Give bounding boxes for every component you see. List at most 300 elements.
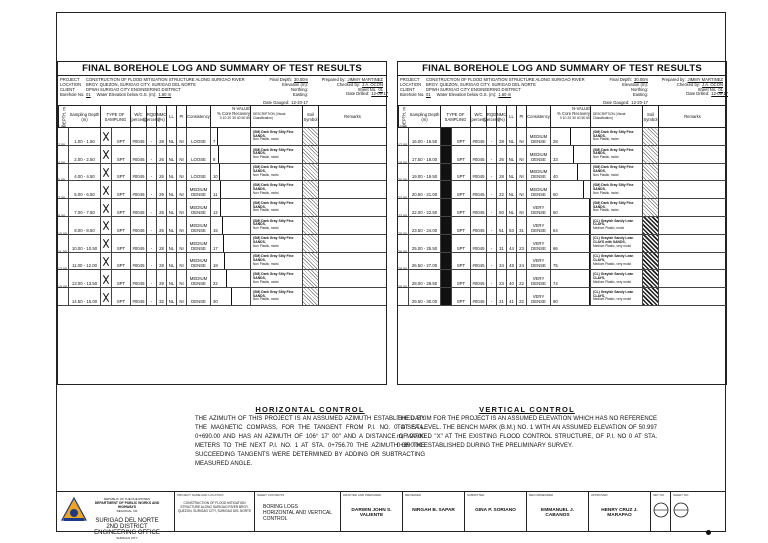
page-mark	[706, 530, 711, 535]
n-value: 66	[553, 245, 558, 251]
water-content: #0045	[471, 181, 487, 198]
info-right-row	[662, 87, 723, 92]
depth-tick-label: 26.00	[398, 249, 407, 254]
remarks-cell	[659, 253, 726, 270]
n-value-bar	[583, 181, 584, 198]
prepared-caption: DRAFTED AND PREPARED	[343, 493, 382, 497]
description-detail: Non Plastic, moist	[253, 172, 279, 177]
sampling-type: SPT	[116, 298, 126, 304]
description-main: (SM) Dark Gray Silty Fine SANDS,	[253, 165, 294, 174]
log-row	[398, 196, 726, 217]
description-detail: Non Plastic, moist	[253, 244, 279, 249]
depth-cell	[398, 285, 409, 305]
info-mid	[269, 77, 308, 97]
description-detail: Medium Plastic, very moist	[593, 279, 631, 284]
sampling-depth: 19.00 - 19.50	[409, 164, 441, 181]
log-row	[58, 196, 386, 217]
rqd-value: -	[147, 253, 157, 270]
ll-value: NL	[167, 164, 177, 181]
ll-value: 48	[507, 253, 517, 270]
log-row	[398, 285, 726, 306]
depth-tick-label: 28.00	[398, 267, 407, 272]
sample-marker-icon	[441, 253, 452, 270]
title-block	[57, 491, 725, 540]
description-main: (CL) Grayish Sandy Lean CLAYS,	[593, 289, 634, 298]
info-mid-label: Final Depth:	[609, 77, 633, 82]
description-cell	[251, 288, 303, 305]
n-value: 30	[213, 298, 218, 304]
header-type: TYPE OF SAMPLING	[441, 106, 471, 127]
consistency: MEDIUM DENSE	[187, 181, 211, 198]
n-value-cell	[551, 288, 591, 305]
water-value: 1.60 m	[158, 92, 172, 97]
header-rem: Remarks	[684, 114, 701, 119]
nmc-value: 22	[497, 181, 507, 198]
consistency: LOOSE	[187, 128, 211, 145]
sheet-contents-1: BORING LOGS	[263, 504, 299, 510]
set-no-block	[651, 492, 671, 531]
header-rqd: RQD (percent)	[147, 106, 157, 127]
consistency: VERY DENSE	[527, 199, 551, 216]
description-detail: Non Plastic, moist	[253, 226, 279, 231]
log-row	[58, 231, 386, 253]
description-cell	[591, 235, 643, 252]
header-desc: DESCRIPTION (Visual Classification)	[251, 106, 303, 127]
reviewed-block	[403, 492, 465, 531]
n-value-bar	[589, 253, 590, 270]
info-right	[662, 77, 723, 92]
sample-marker-icon	[101, 199, 112, 216]
n-value-cell	[551, 128, 591, 145]
info-value: BRGY. QUEZON, SURIGAO CITY, SURIGAO DEL NORTE	[86, 82, 196, 87]
drawing-sheet	[56, 12, 728, 540]
sample-marker-icon	[101, 288, 112, 305]
n-value-bar	[589, 270, 590, 287]
department-name: DEPARTMENT OF PUBLIC WORKS AND HIGHWAYS	[94, 501, 160, 509]
soil-symbol-icon	[303, 288, 319, 305]
agency-block	[57, 492, 175, 540]
header-desc: DESCRIPTION (Visual Classification)	[591, 106, 643, 127]
nmc-value: 50	[497, 199, 507, 216]
description-detail: Non Plastic, moist	[593, 190, 619, 195]
depth-tick-label: 29.00	[398, 285, 407, 290]
description-cell	[591, 146, 643, 163]
sample-marker-icon	[441, 217, 452, 234]
soil-symbol-icon	[643, 146, 659, 163]
info-right-label: Checked by:	[336, 82, 361, 87]
depth-tick-label: 8.00	[58, 213, 65, 218]
description-cell	[591, 288, 643, 305]
sampling-type-cell	[441, 235, 471, 252]
sampling-type: SPT	[116, 209, 126, 215]
description-cell	[251, 217, 303, 234]
description-cell	[251, 146, 303, 163]
n-value: 75	[553, 263, 558, 269]
log-row	[58, 125, 386, 146]
description-cell	[251, 199, 303, 216]
description-detail: Non Plastic, moist	[253, 208, 279, 213]
remarks-cell	[319, 128, 386, 145]
info-right-label: Prepared by:	[661, 77, 686, 82]
water-content: #0045	[471, 146, 487, 163]
sampling-type-cell	[441, 217, 471, 234]
pi-value: NI	[177, 253, 187, 270]
n-value: 17	[213, 245, 218, 251]
nmc-value: 28	[157, 128, 167, 145]
nmc-value: 31	[497, 235, 507, 252]
water-content: #0045	[131, 253, 147, 270]
water-content: #0045	[471, 128, 487, 145]
n-value: 74	[553, 281, 558, 287]
consistency: MEDIUM DENSE	[527, 181, 551, 198]
rqd-value: -	[147, 128, 157, 145]
pi-value: 31	[517, 217, 527, 234]
n-value-cell	[211, 235, 251, 252]
description-main: (CL) Grayish Sandy Lean CLAYS,	[593, 272, 634, 280]
soil-symbol-icon	[643, 199, 659, 216]
n-value: 28	[553, 138, 558, 144]
sheet-contents-caption: SHEET CONTENTS	[257, 493, 285, 497]
info-right-value: 01	[718, 87, 723, 92]
info-label: PROJECT	[60, 77, 80, 82]
header-sym: Soil Symbol	[643, 106, 659, 127]
sampling-type-cell	[101, 128, 131, 145]
n-value-cell	[551, 146, 591, 163]
info-mid-label: Northing:	[631, 87, 648, 92]
date-drilled-label: Date Drilled:	[346, 91, 370, 96]
water-content: #0045	[471, 217, 487, 234]
description-cell	[251, 235, 303, 252]
n-value: 8	[213, 156, 216, 162]
info-mid	[609, 77, 648, 97]
header-w: W/C (percent)	[131, 106, 147, 127]
sampling-type-cell	[441, 181, 471, 198]
pi-value: NI	[517, 146, 527, 163]
n-value-bar	[589, 217, 590, 234]
n-value-cell	[551, 181, 591, 198]
water-content: #0045	[471, 164, 487, 181]
pi-value: NI	[177, 199, 187, 216]
consistency: VERY DENSE	[527, 217, 551, 234]
pi-value: NI	[517, 199, 527, 216]
header-cons: Consistency	[527, 106, 551, 127]
sampling-type: SPT	[456, 209, 466, 215]
sample-marker-icon	[441, 146, 452, 163]
description-main: (SM) Dark Gray Silty Fine SANDS,	[253, 218, 294, 227]
sampling-type: SPT	[456, 227, 466, 233]
sampling-type-cell	[101, 146, 131, 163]
info-label: CLIENT	[400, 87, 415, 92]
sample-marker-icon	[441, 199, 452, 216]
consistency: VERY DENSE	[527, 253, 551, 270]
date-gauged-row	[263, 100, 308, 105]
reviewed-name: NIRGAH B. SAPAR	[412, 508, 455, 513]
water-content: #0045	[131, 128, 147, 145]
n-value-cell	[211, 199, 251, 216]
soil-symbol-icon	[303, 253, 319, 270]
office-line1: SURIGAO DEL NORTE	[95, 518, 159, 524]
sampling-type-cell	[101, 181, 131, 198]
header-sampling: Sampling Depth (m)	[409, 106, 441, 127]
soil-symbol-icon	[303, 235, 319, 252]
rqd-value: -	[487, 128, 497, 145]
horizontal-control-title: HORIZONTAL CONTROL	[255, 405, 365, 414]
nmc-value: 28	[157, 253, 167, 270]
remarks-cell	[319, 253, 386, 270]
info-right-value: JIMMY MARTINEZ	[687, 77, 723, 82]
remarks-cell	[319, 164, 386, 181]
pi-value: NI	[517, 164, 527, 181]
header-ll: LL	[507, 106, 517, 127]
consistency: VERY DENSE	[527, 288, 551, 305]
header-w: W/C (percent)	[471, 106, 487, 127]
info-right-value: J.A. OCON	[702, 82, 723, 87]
description-cell	[251, 270, 303, 287]
info-label: LOCATION	[400, 82, 422, 87]
remarks-cell	[659, 146, 726, 163]
consistency: MEDIUM DENSE	[187, 217, 211, 234]
header-n	[211, 106, 251, 127]
pi-value: NI	[177, 181, 187, 198]
rqd-value: -	[147, 146, 157, 163]
remarks-cell	[319, 217, 386, 234]
log-info-block	[398, 76, 726, 106]
soil-symbol-icon	[643, 128, 659, 145]
info-mid-value: 30.00m	[634, 77, 648, 82]
recommended-name: EMMANUEL J. CABANOS	[541, 508, 574, 518]
remarks-cell	[319, 181, 386, 198]
soil-symbol-icon	[303, 181, 319, 198]
description-cell	[591, 181, 643, 198]
water-content: #0045	[131, 181, 147, 198]
sampling-type: SPT	[456, 174, 466, 180]
table-header	[58, 106, 386, 128]
date-drilled-value: 12-09-17	[371, 91, 388, 96]
sheet-contents-block	[255, 492, 341, 531]
sampling-type: SPT	[116, 263, 126, 269]
header-nmc: NMC (%)	[157, 106, 167, 127]
office-address: SURIGAO CITY	[116, 536, 138, 540]
pi-value: 22	[517, 288, 527, 305]
log-row	[398, 213, 726, 235]
description-main: (CL) Grayish Sandy Lean CLAYS,	[593, 218, 634, 227]
soil-symbol-icon	[643, 253, 659, 270]
depth-tick-label: 22.00	[398, 196, 407, 201]
sheet-no-block	[671, 492, 725, 531]
pi-value: NI	[177, 270, 187, 287]
pi-value: 22	[517, 270, 527, 287]
water-content: #0045	[471, 288, 487, 305]
remarks-cell	[319, 235, 386, 252]
n-value-bar	[226, 270, 227, 287]
depth-tick-label: 2.00	[58, 142, 65, 147]
header-type: TYPE OF SAMPLING	[101, 106, 131, 127]
n-value: 7	[213, 138, 216, 144]
ll-value: 44	[507, 235, 517, 252]
n-value-cell	[211, 253, 251, 270]
sampling-depth: 23.50 - 24.00	[409, 217, 441, 234]
sampling-type-cell	[101, 164, 131, 181]
soil-symbol-icon	[303, 146, 319, 163]
vertical-control-title: VERTICAL CONTROL	[479, 405, 575, 414]
sampling-type-cell	[441, 288, 471, 305]
water-content: #0045	[131, 146, 147, 163]
log-row	[398, 249, 726, 271]
info-mid-label: Easting:	[292, 92, 308, 97]
recommended-block	[527, 492, 589, 531]
n-value-cell	[551, 253, 591, 270]
log-info-block	[58, 76, 386, 106]
n-value: 33	[553, 156, 558, 162]
water-content: #0045	[471, 253, 487, 270]
info-right-label: Checked by:	[676, 82, 701, 87]
sampling-type-cell	[441, 199, 471, 216]
pi-value: NI	[177, 288, 187, 305]
description-main: (SM) Dark Gray Silty Fine SANDS,	[253, 289, 294, 298]
soil-symbol-icon	[303, 270, 319, 287]
n-value-bar	[217, 128, 218, 145]
info-mid-label: Final Depth:	[269, 77, 293, 82]
sampling-type: SPT	[456, 263, 466, 269]
n-value-bar	[220, 181, 221, 198]
remarks-cell	[659, 235, 726, 252]
n-value-bar	[223, 235, 224, 252]
sampling-type: SPT	[456, 245, 466, 251]
log-row	[58, 142, 386, 164]
log-title: FINAL BOREHOLE LOG AND SUMMARY OF TEST RESULTS	[58, 62, 386, 76]
n-value-bar	[220, 199, 221, 216]
project-name: CONSTRUCTION OF FLOOD MITIGATION STRUCTURE ALONG SURIGAO RIVER BRGY. QUEZON, SURIGAO CITY, SURIGAO DEL NORTE	[177, 501, 252, 513]
remarks-cell	[319, 146, 386, 163]
approved-block	[589, 492, 651, 531]
date-gauged-value: 12-20-17	[291, 100, 308, 105]
consistency: LOOSE	[187, 146, 211, 163]
remarks-cell	[659, 288, 726, 305]
nmc-value: 28	[157, 235, 167, 252]
water-content: #0045	[471, 235, 487, 252]
description-main: (SM) Dark Gray Silty Fine SANDS,	[593, 200, 634, 209]
log-row	[398, 125, 726, 146]
sampling-depth: 7.00 - 7.50	[69, 199, 101, 216]
rqd-value: -	[147, 164, 157, 181]
info-right-value: J.A. OCON	[362, 82, 383, 87]
remarks-cell	[319, 288, 386, 305]
nmc-value: 23	[497, 270, 507, 287]
water-label: Water Elevation below G.S. (m):	[436, 92, 497, 97]
sampling-type: SPT	[456, 192, 466, 198]
n-value: 18	[213, 263, 218, 269]
sample-marker-icon	[101, 146, 112, 163]
nmc-value: 26	[157, 217, 167, 234]
sampling-depth: 16.00 - 16.50	[409, 128, 441, 145]
description-cell	[251, 253, 303, 270]
sampling-type-cell	[101, 217, 131, 234]
info-mid-row	[609, 92, 648, 97]
sampling-depth: 2.00 - 2.50	[69, 146, 101, 163]
sampling-depth: 5.00 - 6.50	[69, 181, 101, 198]
water-label: Water Elevation below G.S. (m):	[96, 92, 157, 97]
n-value-cell	[551, 217, 591, 234]
borehole-label: Borehole No.	[60, 92, 85, 97]
n-value-cell	[211, 270, 251, 287]
water-content: #0045	[131, 164, 147, 181]
soil-symbol-icon	[303, 199, 319, 216]
description-cell	[251, 181, 303, 198]
rqd-value: -	[147, 270, 157, 287]
borehole-log-right	[397, 61, 727, 385]
sampling-depth: 29.50 - 30.00	[409, 288, 441, 305]
nmc-value: 25	[157, 199, 167, 216]
n-value-bar	[573, 146, 574, 163]
n-value-cell	[211, 217, 251, 234]
rqd-value: -	[487, 253, 497, 270]
consistency: MEDIUM DENSE	[527, 128, 551, 145]
sample-marker-icon	[441, 288, 452, 305]
n-value-label: N-VALUE	[232, 106, 250, 111]
nmc-value: 34	[497, 253, 507, 270]
date-gauged-label: Date Gauged:	[603, 100, 630, 105]
n-value-bar	[222, 217, 223, 234]
remarks-cell	[659, 199, 726, 216]
ll-value: NL	[167, 288, 177, 305]
description-detail: Medium Plastic, very moist	[593, 297, 631, 302]
pi-value: NI	[177, 217, 187, 234]
sampling-depth: 11.00 - 12.00	[69, 253, 101, 270]
description-cell	[591, 164, 643, 181]
n-value-cell	[211, 288, 251, 305]
rqd-value: -	[487, 217, 497, 234]
water-content: #0045	[471, 270, 487, 287]
description-cell	[591, 199, 643, 216]
approved-caption: APPROVED	[591, 493, 608, 497]
rqd-value: -	[487, 270, 497, 287]
n-value-bar	[231, 288, 232, 305]
prepared-name: DARWIN JOHN S. VALIENTE	[351, 508, 392, 518]
soil-symbol-icon	[643, 288, 659, 305]
info-right	[322, 77, 383, 92]
nmc-value: 29	[157, 270, 167, 287]
consistency: VERY DENSE	[527, 270, 551, 287]
table-header	[398, 106, 726, 128]
soil-symbol-icon	[643, 270, 659, 287]
depth-cell	[58, 285, 69, 305]
n-value-cell	[211, 128, 251, 145]
log-row	[58, 267, 386, 288]
description-main: (SM) Dark Gray Silty Fine SANDS,	[253, 183, 294, 191]
description-cell	[251, 128, 303, 145]
consistency: MEDIUM DENSE	[187, 253, 211, 270]
n-value-bar	[589, 235, 590, 252]
remarks-cell	[659, 270, 726, 287]
nmc-value: 26	[157, 146, 167, 163]
borehole-value: 01	[426, 92, 431, 97]
date-gauged-value: 12-20-17	[631, 100, 648, 105]
pi-value: NI	[517, 128, 527, 145]
depth-tick-label: 23.00	[398, 213, 407, 218]
description-main: (SM) Dark Gray Silty Fine SANDS,	[593, 129, 634, 138]
n-value: 60	[553, 209, 558, 215]
ll-value: NL	[167, 199, 177, 216]
description-detail: Non Plastic, moist	[253, 297, 279, 302]
depth-tick-label: 7.00	[58, 196, 65, 201]
sampling-type: SPT	[116, 156, 126, 162]
description-detail: Non Plastic, moist	[253, 279, 279, 284]
header-pi: PI	[517, 106, 527, 127]
sheet-circle-icon	[673, 502, 689, 518]
info-right-label: Sheet No.	[357, 87, 377, 92]
sample-marker-icon	[101, 181, 112, 198]
rqd-value: -	[147, 235, 157, 252]
